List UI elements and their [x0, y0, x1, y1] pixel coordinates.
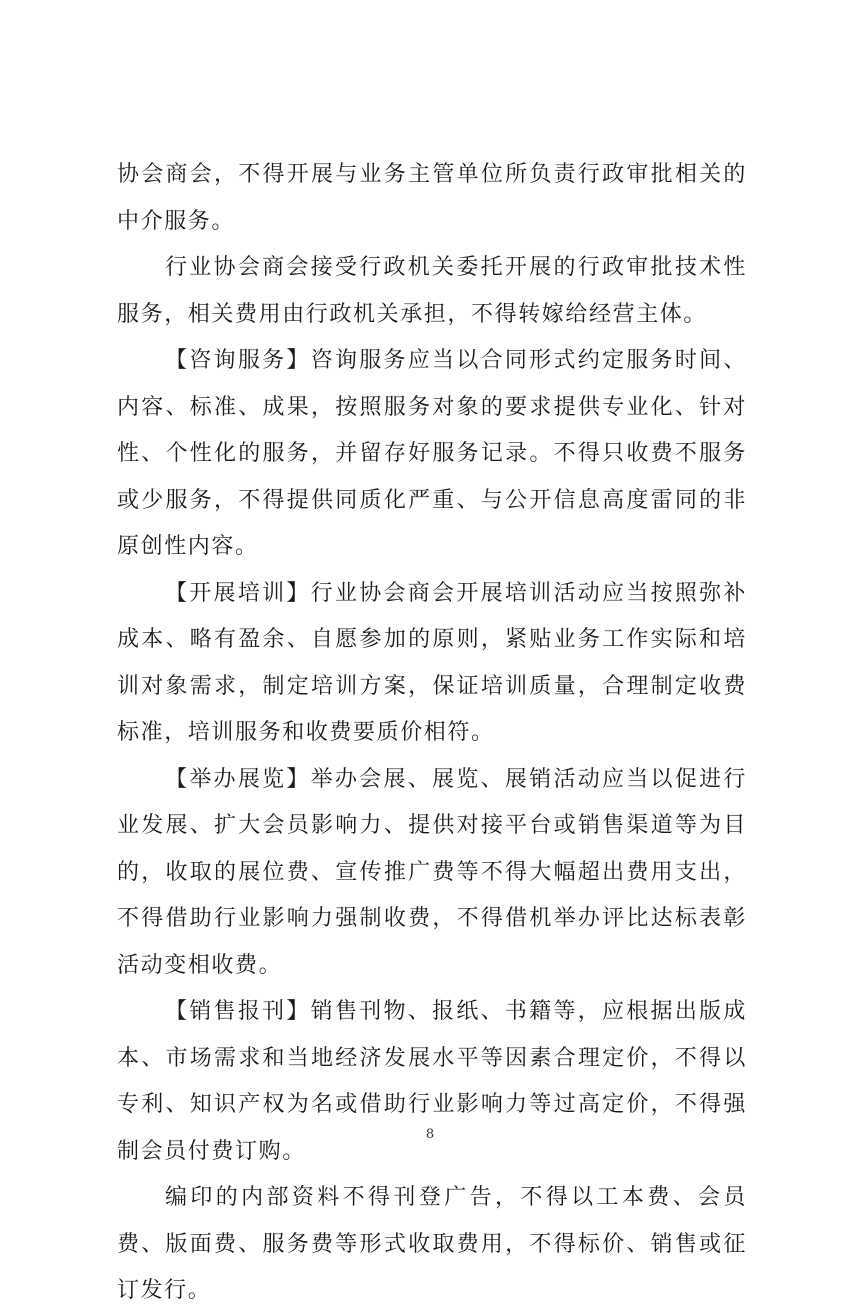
paragraph-exhibitions: 【举办展览】举办会展、展览、展销活动应当以促进行业发展、扩大会员影响力、提供对接平台或销售渠道等为目的，收取的展位费、宣传推广费等不得大幅超出费用支出，不得借助行业影响力强制收费，不得借机举办评比达标表彰活动变相收费。	[117, 766, 747, 978]
page-number: 8	[425, 1127, 435, 1142]
paragraph-consulting-services: 【咨询服务】咨询服务应当以合同形式约定服务时间、内容、标准、成果，按照服务对象的要求提供专业化、针对性、个性化的服务，并留存好服务记录。不得只收费不服务或少服务，不得提供同质化严重、与公开信息高度雷同的非原创性内容。	[117, 348, 747, 559]
paragraph-publications-sales: 【销售报刊】销售刊物、报纸、书籍等，应根据出版成本、市场需求和当地经济发展水平等因素合理定价，不得以专利、知识产权为名或借助行业影响力等过高定价，不得强制会员付费订购。	[117, 999, 747, 1164]
paragraph-training: 【开展培训】行业协会商会开展培训活动应当按照弥补成本、略有盈余、自愿参加的原则，紧贴业务工作实际和培训对象需求，制定培训方案，保证培训质量，合理制定收费标准，培训服务和收费要质价相符。	[117, 580, 747, 745]
paragraph-entrusted-services: 行业协会商会接受行政机关委托开展的行政审批技术性服务，相关费用由行政机关承担，不得转嫁给经营主体。	[117, 255, 747, 327]
paragraph-continuation: 协会商会，不得开展与业务主管单位所负责行政审批相关的中介服务。	[117, 162, 747, 234]
paragraph-internal-materials: 编印的内部资料不得刊登广告，不得以工本费、会员费、版面费、服务费等形式收取费用，不得标价、销售或征订发行。	[117, 1185, 747, 1303]
